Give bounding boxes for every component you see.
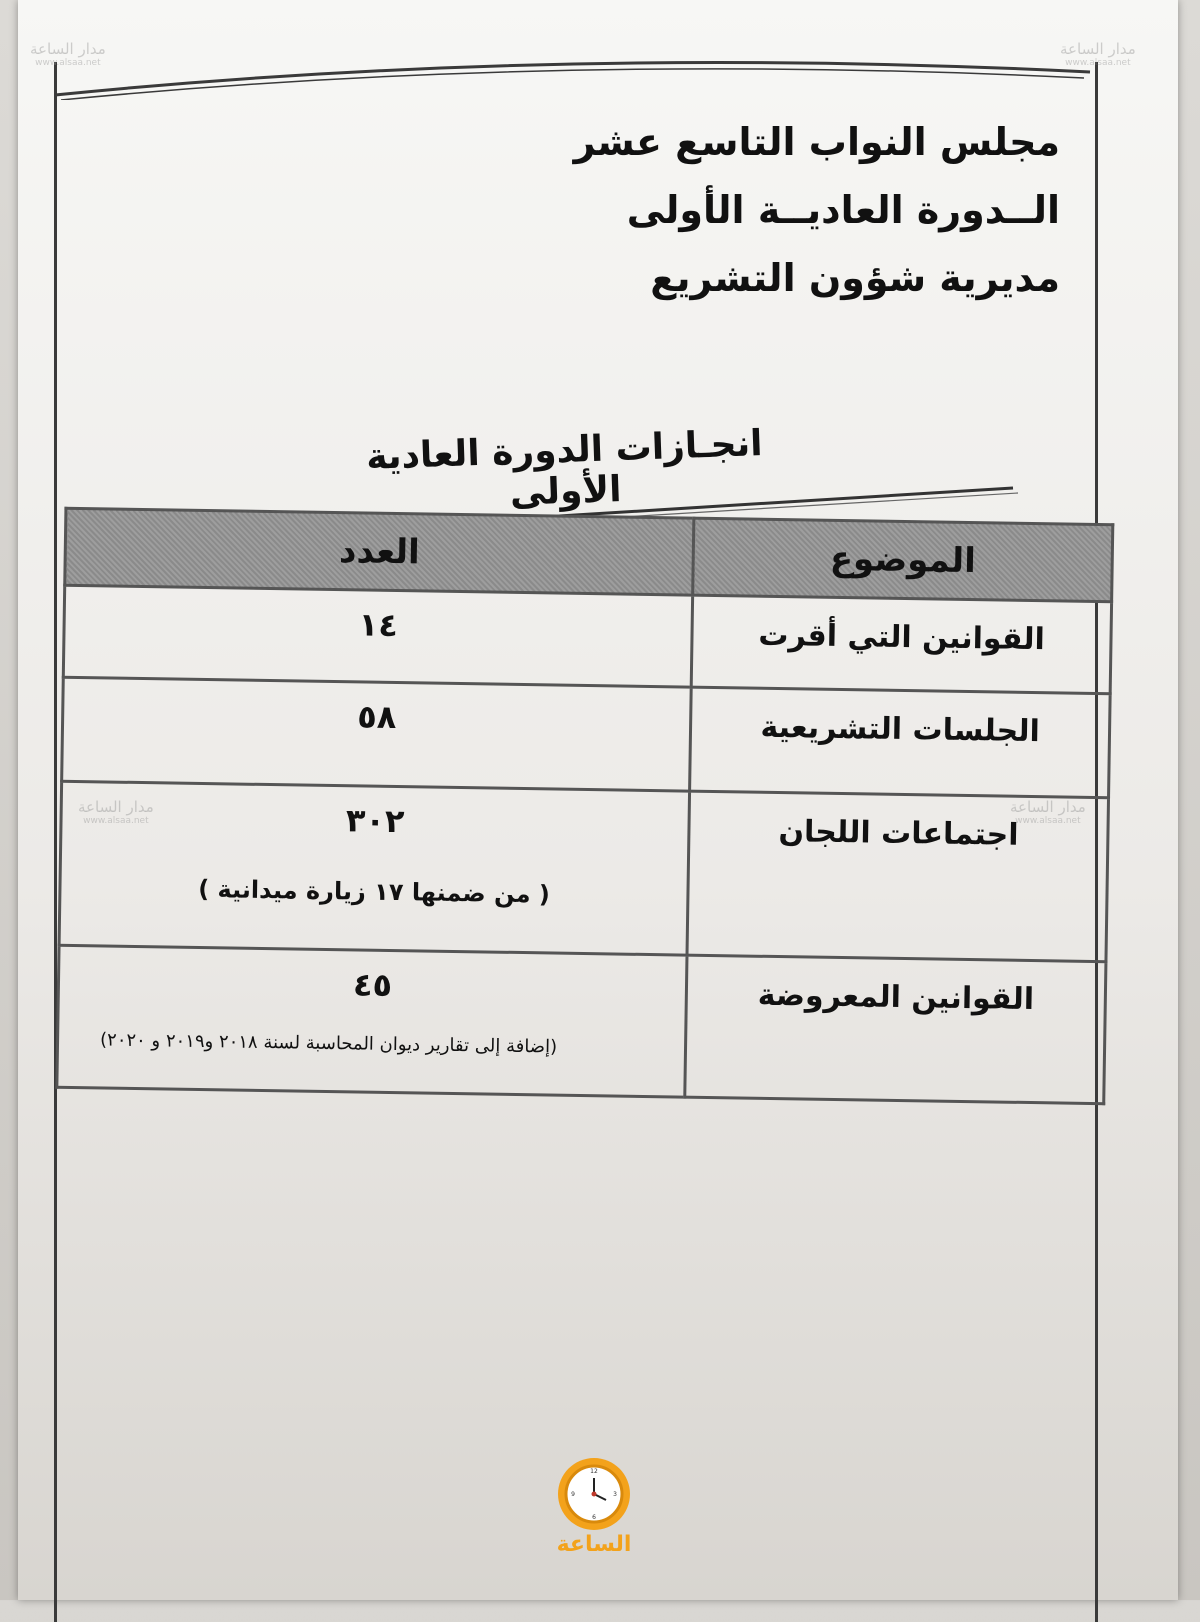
row-topic: الجلسات التشريعية (690, 687, 1110, 798)
logo-text: الساعة (556, 1532, 632, 1557)
watermark (78, 798, 154, 826)
row-count-cell (57, 945, 687, 1097)
watermark (1010, 798, 1086, 826)
row-note: (إضافة إلى تقارير ديوان المحاسبة لسنة ٢٠١٨ و٢٠١٩ و ٢٠٢٠) (99, 1029, 558, 1058)
table-row (59, 781, 1108, 961)
achievements-table-wrapper (56, 507, 1115, 1083)
row-topic: القوانين التي أقرت (691, 595, 1111, 694)
header-line-session: الــدورة العاديــة الأولى (626, 188, 1060, 232)
watermark-url: www.alsaa.net (35, 58, 101, 68)
watermark-brand: مدار الساعة (1060, 40, 1136, 58)
brand-logo (554, 1456, 634, 1557)
watermark-brand: مدار الساعة (78, 798, 154, 816)
svg-text:9: 9 (571, 1491, 575, 1498)
row-count: ٤٥ (352, 965, 393, 1004)
watermark-brand: مدار الساعة (30, 40, 106, 58)
svg-text:3: 3 (613, 1491, 617, 1498)
clock-icon (556, 1456, 632, 1532)
row-count: ٥٨ (62, 677, 692, 791)
watermark (1060, 40, 1136, 68)
watermark-url: www.alsaa.net (83, 816, 149, 826)
row-count: ١٤ (63, 585, 693, 687)
watermark-url: www.alsaa.net (1015, 816, 1081, 826)
header-topic: الموضوع (693, 518, 1113, 602)
document-header (574, 120, 1060, 324)
watermark-brand: مدار الساعة (1010, 798, 1086, 816)
row-topic: اجتماعات اللجان (687, 791, 1108, 962)
table-row (57, 945, 1106, 1103)
svg-text:12: 12 (590, 1468, 598, 1475)
header-count: العدد (65, 508, 694, 595)
row-topic: القوانين المعروضة (685, 955, 1106, 1104)
table-row (63, 585, 1111, 693)
svg-text:6: 6 (592, 1514, 596, 1521)
row-note: ( من ضمنها ١٧ زيارة ميدانية ) (198, 874, 551, 909)
achievements-table (55, 507, 1114, 1105)
header-line-directorate: مديرية شؤون التشريع (650, 256, 1060, 300)
watermark (30, 40, 106, 68)
document-title: انجـازات الدورة العادية الأولى (365, 423, 764, 514)
table-row (62, 677, 1111, 797)
row-count: ٣٠٢ (345, 801, 405, 841)
header-line-council: مجلس النواب التاسع عشر (573, 120, 1060, 164)
watermark-url: www.alsaa.net (1065, 58, 1131, 68)
